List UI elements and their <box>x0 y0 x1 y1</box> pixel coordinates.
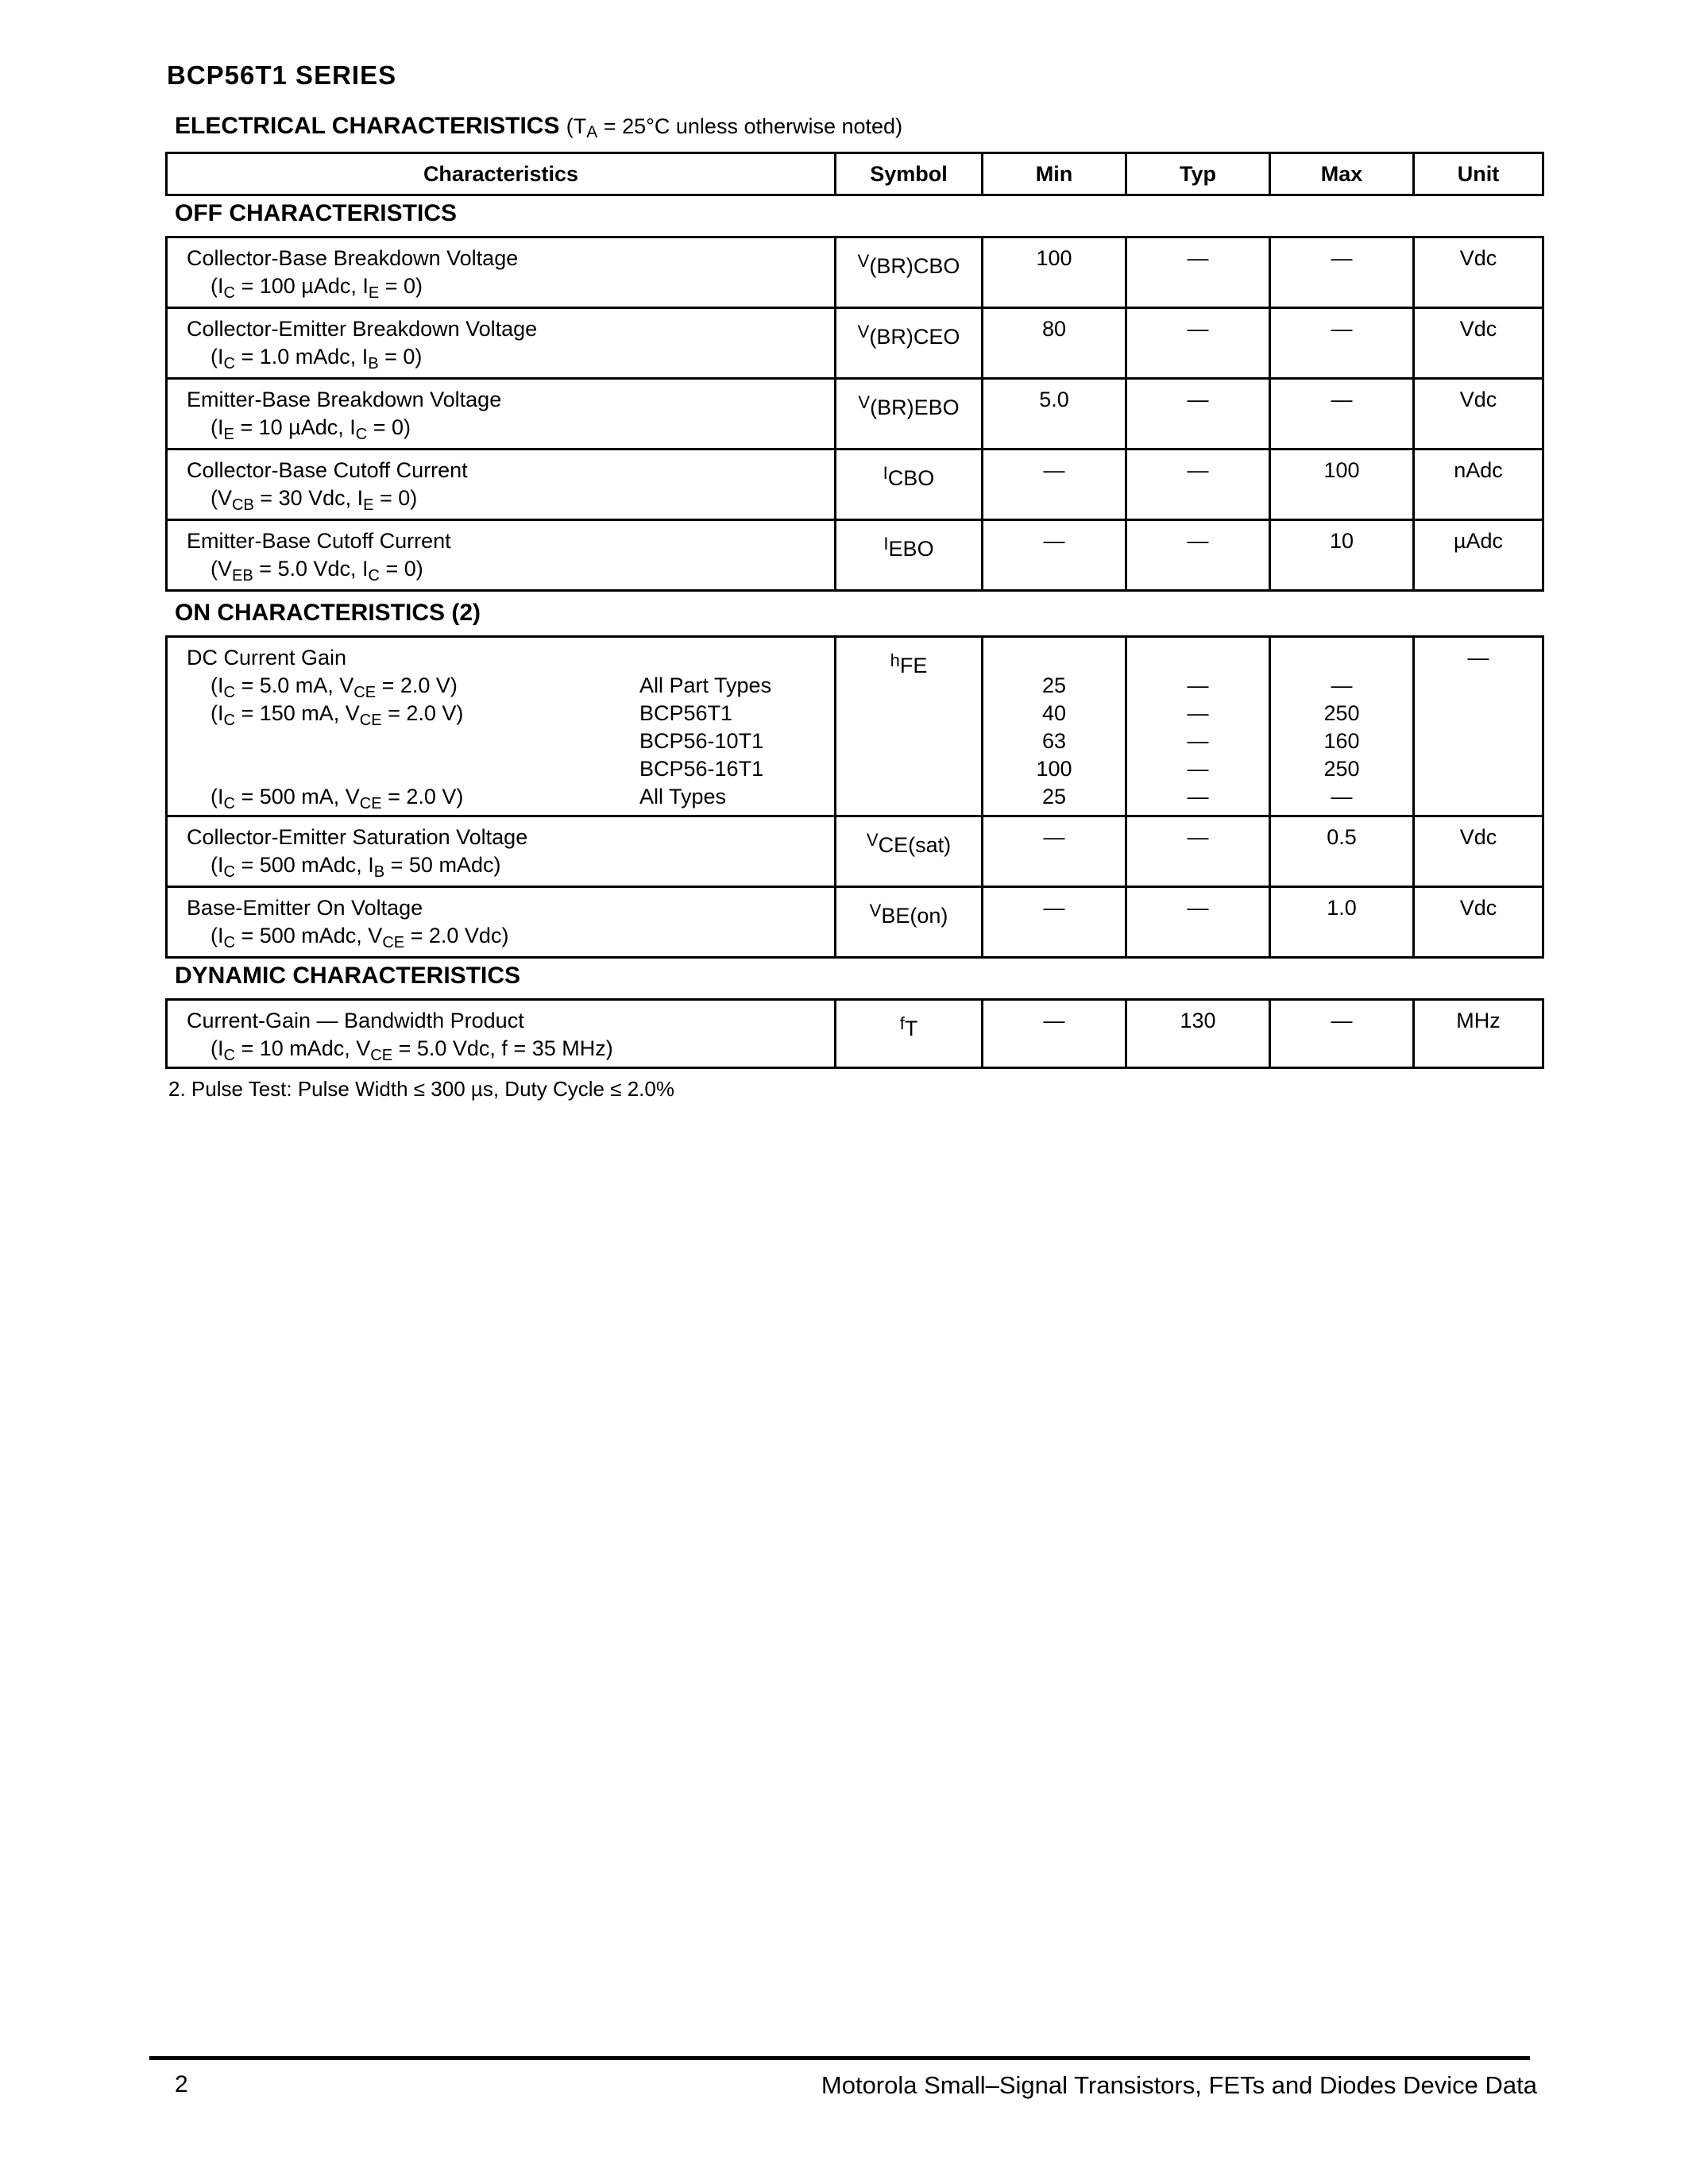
table-row <box>167 816 1543 887</box>
off-characteristic-cell <box>167 520 836 591</box>
symbol-cell: $^V$CE(sat) <box>836 816 983 887</box>
typ-cell: — <box>1126 816 1270 887</box>
min-cell: 100 <box>983 237 1126 308</box>
off-characteristic-cell <box>167 379 836 450</box>
table-row <box>167 887 1543 958</box>
min-cell: 80 <box>983 308 1126 379</box>
parameter-name: Current-Gain — Bandwidth Product <box>187 1009 524 1032</box>
hfe-typ-value: — <box>1187 701 1209 725</box>
symbol-cell: $^V$(BR)EBO <box>836 379 983 450</box>
hfe-condition-line <box>187 727 834 755</box>
on-characteristics-table <box>165 635 1544 959</box>
hfe-symbol-cell: $^h$FE <box>836 637 983 816</box>
min-cell: — <box>983 520 1126 591</box>
off-characteristic-cell <box>167 308 836 379</box>
column-header-symbol: Symbol <box>836 153 983 195</box>
hfe-typ-value: — <box>1187 673 1209 697</box>
symbol-cell: $^V$(BR)CEO <box>836 308 983 379</box>
typ-cell: — <box>1126 237 1270 308</box>
parameter-name: Emitter-Base Cutoff Current <box>187 529 451 553</box>
section-title-text: ELECTRICAL CHARACTERISTICS <box>175 113 560 139</box>
unit-cell: Vdc <box>1414 308 1543 379</box>
group-heading-on: ON CHARACTERISTICS (2) <box>175 600 481 626</box>
unit-cell: Vdc <box>1414 816 1543 887</box>
unit-cell: Vdc <box>1414 379 1543 450</box>
group-heading-dynamic: DYNAMIC CHARACTERISTICS <box>175 963 520 989</box>
hfe-max-value: — <box>1331 785 1353 808</box>
part-type: All Part Types <box>639 673 772 697</box>
hfe-max-value: — <box>1331 673 1353 697</box>
test-condition: ($I_C = 500$ mAdc, $I_B = 50$ mAdc) <box>211 853 501 881</box>
table-row <box>167 450 1543 520</box>
dynamic-characteristics-table <box>165 998 1544 1069</box>
test-condition: ($I_C = 10$ mAdc, $V_{CE} = 5.0$ Vdc, f = 35 MHz) <box>211 1036 613 1064</box>
typ-cell: — <box>1126 308 1270 379</box>
column-header-min: Min <box>983 153 1126 195</box>
on-characteristic-cell <box>167 887 836 958</box>
table-row <box>167 520 1543 591</box>
unit-cell: nAdc <box>1414 450 1543 520</box>
parameter-name: Collector-Emitter Saturation Voltage <box>187 825 528 849</box>
hfe-typ-value: — <box>1187 757 1209 781</box>
hfe-min-value: 40 <box>1041 701 1067 725</box>
footnote-pulse-test: 2. Pulse Test: Pulse Width ≤ 300 µs, Duty Cycle ≤ 2.0% <box>168 1077 674 1101</box>
section-title-condition: ($T_A = 25^\circ C$ unless otherwise noted) <box>566 114 903 141</box>
page-number: 2 <box>175 2071 188 2097</box>
hfe-max-cell <box>1270 637 1414 816</box>
symbol-cell: $^I$CBO <box>836 450 983 520</box>
max-cell: 10 <box>1270 520 1414 591</box>
max-cell: 0.5 <box>1270 816 1414 887</box>
group-heading-off: OFF CHARACTERISTICS <box>175 200 457 226</box>
unit-cell: MHz <box>1414 1000 1543 1068</box>
hfe-characteristic-cell <box>167 637 836 816</box>
test-condition <box>187 727 639 755</box>
unit-cell: µAdc <box>1414 520 1543 591</box>
off-characteristic-cell <box>167 450 836 520</box>
off-characteristic-cell <box>167 237 836 308</box>
table-row <box>167 237 1543 308</box>
hfe-typ-value: — <box>1187 785 1209 808</box>
min-cell: 5.0 <box>983 379 1126 450</box>
test-condition: ($I_C = 500$ mAdc, $V_{CE} = 2.0$ Vdc) <box>211 924 509 951</box>
hfe-max-value: 250 <box>1323 757 1360 781</box>
max-cell: — <box>1270 308 1414 379</box>
max-cell: — <box>1270 237 1414 308</box>
test-condition: ($I_C = 5.0$ mA, $V_{CE} = 2.0$ V) <box>211 673 458 701</box>
hfe-min-value: 100 <box>1036 757 1072 781</box>
hfe-max-value: 250 <box>1323 701 1360 725</box>
part-type: BCP56-10T1 <box>639 729 764 753</box>
typ-cell: — <box>1126 379 1270 450</box>
symbol-cell: $^V$BE(on) <box>836 887 983 958</box>
column-header-table <box>165 152 1544 196</box>
hfe-min-value: 25 <box>1041 673 1067 697</box>
part-type: BCP56T1 <box>639 701 733 725</box>
parameter-name: Base-Emitter On Voltage <box>187 896 423 920</box>
hfe-condition-line <box>187 672 834 700</box>
table-row-hfe <box>167 637 1543 816</box>
test-condition: ($V_{CB} = 30$ Vdc, $I_E = 0$) <box>211 486 418 514</box>
series-title: BCP56T1 SERIES <box>167 60 397 90</box>
hfe-condition-line <box>187 783 834 811</box>
section-title <box>175 113 902 140</box>
max-cell: — <box>1270 1000 1414 1068</box>
hfe-condition-line <box>187 755 834 783</box>
off-characteristics-table <box>165 236 1544 592</box>
hfe-min-value: 25 <box>1041 785 1067 808</box>
table-row <box>167 1000 1543 1068</box>
typ-cell: — <box>1126 887 1270 958</box>
test-condition: ($I_E = 10$ µAdc, $I_C = 0$) <box>211 415 411 443</box>
typ-cell: — <box>1126 450 1270 520</box>
test-condition: ($I_C = 1.0$ mAdc, $I_B = 0$) <box>211 345 423 372</box>
hfe-max-value: 160 <box>1323 729 1360 753</box>
test-condition: ($I_C = 500$ mA, $V_{CE} = 2.0$ V) <box>211 785 464 812</box>
hfe-typ-cell <box>1126 637 1270 816</box>
dynamic-characteristic-cell <box>167 1000 836 1068</box>
footer-publication: Motorola Small–Signal Transistors, FETs and Diodes Device Data <box>821 2071 1537 2099</box>
column-header-max: Max <box>1270 153 1414 195</box>
column-header-unit: Unit <box>1414 153 1543 195</box>
parameter-name: Collector-Emitter Breakdown Voltage <box>187 317 538 341</box>
hfe-name: DC Current Gain <box>187 646 347 669</box>
table-row <box>167 308 1543 379</box>
test-condition: ($I_C = 150$ mA, $V_{CE} = 2.0$ V) <box>211 701 464 729</box>
typ-cell: 130 <box>1126 1000 1270 1068</box>
on-characteristic-cell <box>167 816 836 887</box>
hfe-typ-value: — <box>1187 729 1209 753</box>
hfe-condition-line <box>187 700 834 727</box>
part-type: All Types <box>639 785 727 808</box>
symbol-cell: $^I$EBO <box>836 520 983 591</box>
parameter-name: Emitter-Base Breakdown Voltage <box>187 388 502 411</box>
test-condition: ($V_{EB} = 5.0$ Vdc, $I_C = 0$) <box>211 557 423 585</box>
part-type: BCP56-16T1 <box>639 757 764 781</box>
test-condition: ($I_C = 100$ µAdc, $I_E = 0$) <box>211 274 423 302</box>
column-header-typ: Typ <box>1126 153 1270 195</box>
max-cell: 100 <box>1270 450 1414 520</box>
column-header-characteristics: Characteristics <box>167 153 836 195</box>
max-cell: 1.0 <box>1270 887 1414 958</box>
footer-rule <box>149 2056 1530 2060</box>
typ-cell: — <box>1126 520 1270 591</box>
unit-cell: Vdc <box>1414 887 1543 958</box>
min-cell: — <box>983 816 1126 887</box>
min-cell: — <box>983 1000 1126 1068</box>
parameter-name: Collector-Base Breakdown Voltage <box>187 246 519 270</box>
unit-cell: Vdc <box>1414 237 1543 308</box>
hfe-min-value: 63 <box>1041 729 1067 753</box>
min-cell: — <box>983 450 1126 520</box>
symbol-cell: $^f$T <box>836 1000 983 1068</box>
test-condition <box>187 755 639 783</box>
min-cell: — <box>983 887 1126 958</box>
hfe-unit-cell: — <box>1414 637 1543 816</box>
table-row <box>167 379 1543 450</box>
max-cell: — <box>1270 379 1414 450</box>
parameter-name: Collector-Base Cutoff Current <box>187 458 468 482</box>
symbol-cell: $^V$(BR)CBO <box>836 237 983 308</box>
hfe-min-cell <box>983 637 1126 816</box>
